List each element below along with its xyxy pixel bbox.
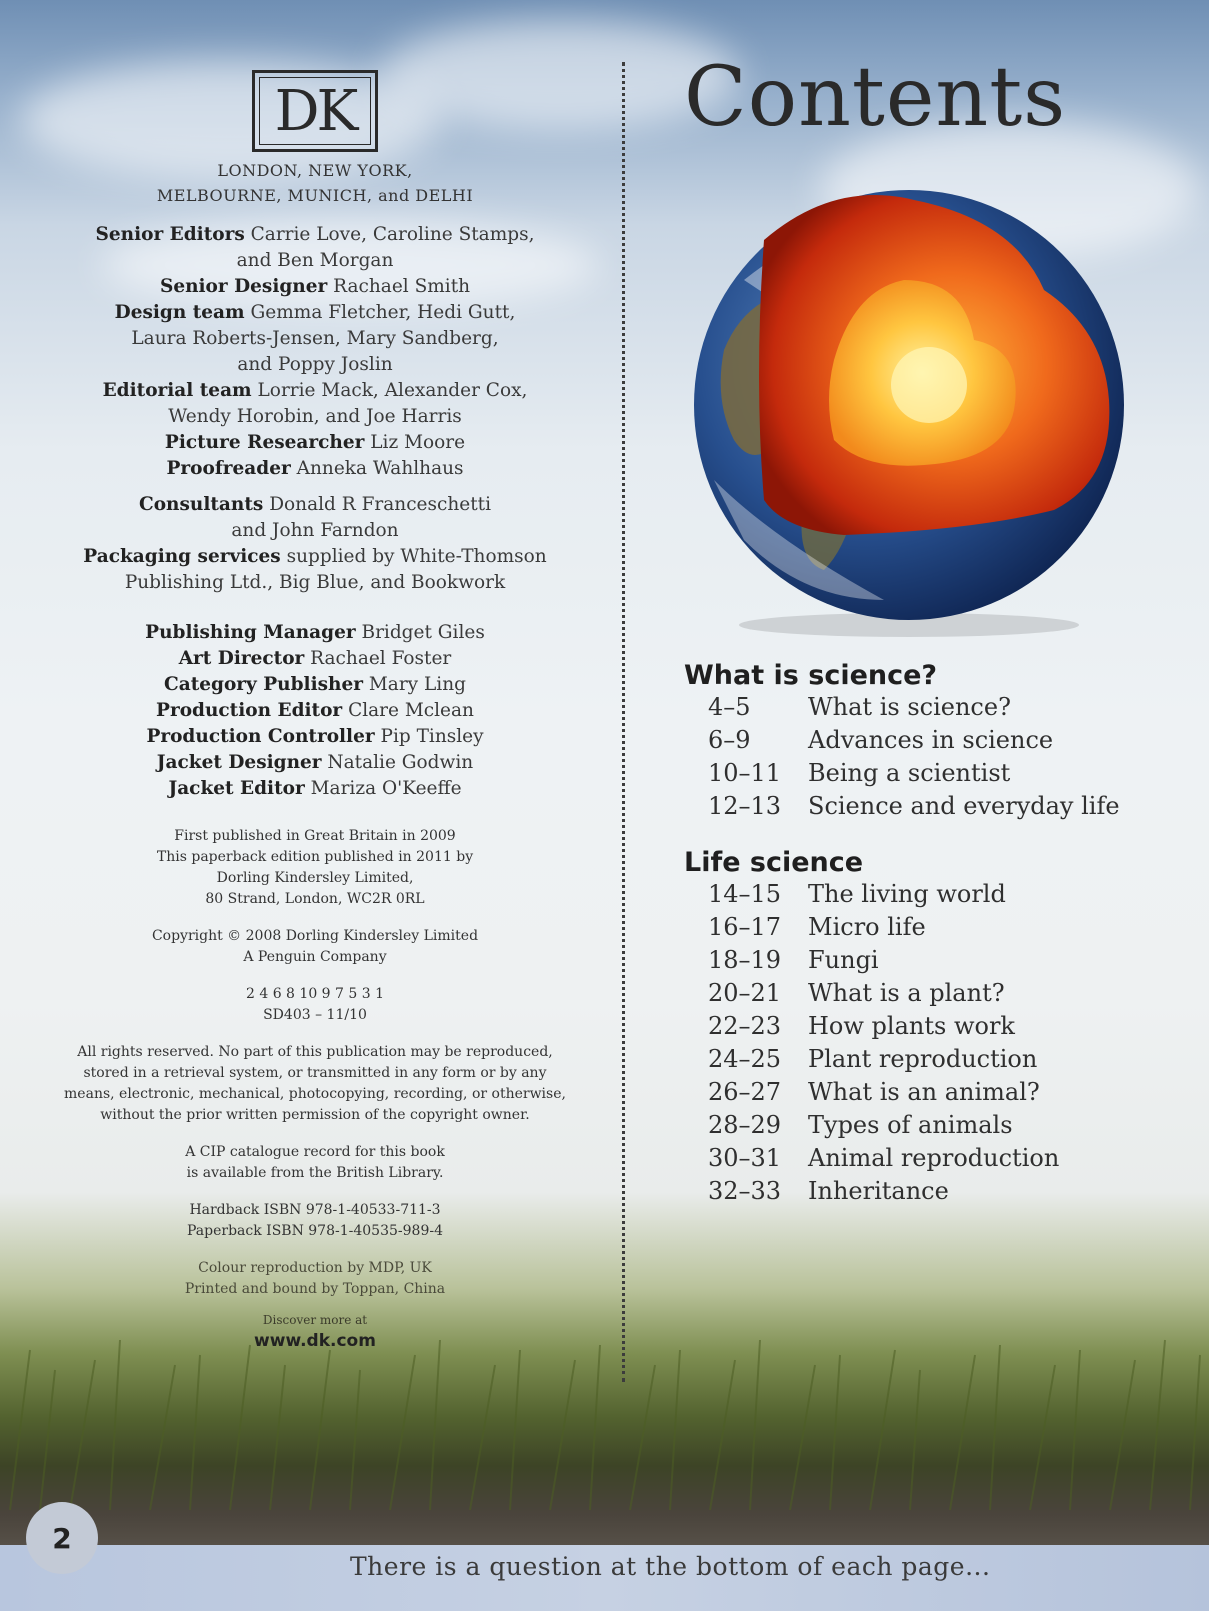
toc-title: Inheritance xyxy=(808,1177,949,1205)
credit-line: Proofreader Anneka Wahlhaus xyxy=(166,458,464,479)
toc-title: Being a scientist xyxy=(808,759,1011,787)
credit-line: Jacket Designer Natalie Godwin xyxy=(156,752,474,773)
credit-line: Design team Gemma Fletcher, Hedi Gutt, xyxy=(114,302,516,323)
info-line: A CIP catalogue record for this book xyxy=(185,1144,445,1160)
toc-section xyxy=(684,691,1164,823)
toc-title: Science and everyday life xyxy=(808,792,1120,820)
copyright-info xyxy=(40,926,590,968)
info-line: means, electronic, mechanical, photocopying, recording, or otherwise, xyxy=(64,1086,566,1102)
toc-title: What is a plant? xyxy=(808,979,1005,1007)
credit-line: and Ben Morgan xyxy=(236,250,394,271)
dotted-divider xyxy=(622,62,625,1382)
isbn-info xyxy=(40,1200,590,1242)
info-line: Hardback ISBN 978-1-40533-711-3 xyxy=(189,1202,441,1218)
credit-line: Laura Roberts-Jensen, Mary Sandberg, xyxy=(131,328,499,349)
toc-entry[interactable] xyxy=(684,790,1164,823)
credit-line: Jacket Editor Mariza O'Keeffe xyxy=(168,778,462,799)
credit-line: Senior Editors Carrie Love, Caroline Stamps, xyxy=(95,224,535,245)
toc-entry[interactable] xyxy=(684,1076,1164,1109)
info-line: All rights reserved. No part of this publication may be reproduced, xyxy=(77,1044,553,1060)
section-heading: What is science? xyxy=(684,660,938,691)
contents-column xyxy=(684,50,1164,145)
credit-line: Art Director Rachael Foster xyxy=(178,648,452,669)
info-line: is available from the British Library. xyxy=(186,1165,444,1181)
toc-entry[interactable] xyxy=(684,1142,1164,1175)
imprint-column xyxy=(40,70,590,1351)
toc-pages: 22–23 xyxy=(708,1012,782,1040)
toc-title: Animal reproduction xyxy=(808,1144,1060,1172)
toc-pages: 24–25 xyxy=(708,1045,782,1073)
managers-block xyxy=(40,620,590,802)
info-line: Colour reproduction by MDP, UK xyxy=(198,1260,432,1276)
toc-title: Types of animals xyxy=(808,1111,1013,1139)
grass-blades xyxy=(10,1340,1200,1510)
toc-pages: 20–21 xyxy=(708,979,782,1007)
toc-title: Micro life xyxy=(808,913,926,941)
printing-info xyxy=(40,984,590,1026)
toc-pages: 4–5 xyxy=(708,693,751,721)
publication-info xyxy=(40,826,590,910)
info-line: Printed and bound by Toppan, China xyxy=(184,1281,446,1297)
page-title: Contents xyxy=(684,50,1067,145)
credit-line: Wendy Horobin, and Joe Harris xyxy=(168,406,462,427)
consultants-block xyxy=(40,492,590,596)
credit-line: Senior Designer Rachael Smith xyxy=(159,276,471,297)
toc-title: The living world xyxy=(808,880,1006,908)
grass-illustration xyxy=(0,1270,1209,1520)
cities-line: MELBOURNE, MUNICH, and DELHI xyxy=(156,186,474,205)
info-line: SD403 – 11/10 xyxy=(263,1007,367,1023)
publisher-cities xyxy=(40,158,590,208)
section-heading: Life science xyxy=(684,847,864,878)
toc-pages: 32–33 xyxy=(708,1177,782,1205)
credit-line: Picture Researcher Liz Moore xyxy=(164,432,466,453)
inner-core xyxy=(891,347,967,423)
toc-pages: 30–31 xyxy=(708,1144,782,1172)
toc-pages: 12–13 xyxy=(708,792,782,820)
info-line: stored in a retrieval system, or transmitted in any form or by any xyxy=(83,1065,547,1081)
credit-line: Publishing Manager Bridget Giles xyxy=(145,622,485,643)
toc-title: What is science? xyxy=(808,693,1011,721)
info-line: Dorling Kindersley Limited, xyxy=(216,870,414,886)
dk-logo-text: DK xyxy=(259,77,371,145)
credit-line: Consultants Donald R Franceschetti xyxy=(138,494,492,515)
toc-entry[interactable] xyxy=(684,977,1164,1010)
credit-line: Category Publisher Mary Ling xyxy=(164,674,466,695)
info-line: A Penguin Company xyxy=(243,949,387,965)
credit-line: Production Controller Pip Tinsley xyxy=(146,726,484,747)
cip-info xyxy=(40,1142,590,1184)
info-line: without the prior written permission of the copyright owner. xyxy=(100,1107,530,1123)
earth-cutaway-illustration xyxy=(684,180,1134,640)
toc-entry[interactable] xyxy=(684,757,1164,790)
info-line: First published in Great Britain in 2009 xyxy=(174,828,456,844)
toc-title: What is an animal? xyxy=(808,1078,1040,1106)
toc-entry[interactable] xyxy=(684,1175,1164,1208)
toc-title: How plants work xyxy=(808,1012,1015,1040)
toc-pages: 28–29 xyxy=(708,1111,782,1139)
toc-title: Plant reproduction xyxy=(808,1045,1038,1073)
contents-list xyxy=(684,660,1164,1208)
toc-entry[interactable] xyxy=(684,724,1164,757)
toc-pages: 18–19 xyxy=(708,946,782,974)
toc-title: Fungi xyxy=(808,946,879,974)
page-number: 2 xyxy=(26,1502,98,1574)
discover-more: Discover more at xyxy=(262,1313,368,1327)
website-link[interactable]: www.dk.com xyxy=(254,1331,376,1351)
credit-line: Editorial team Lorrie Mack, Alexander Cox, xyxy=(102,380,528,401)
toc-pages: 26–27 xyxy=(708,1078,782,1106)
credit-line: Production Editor Clare Mclean xyxy=(156,700,474,721)
footer-question-text: There is a question at the bottom of each page... xyxy=(350,1552,991,1581)
info-line: 80 Strand, London, WC2R 0RL xyxy=(205,891,425,907)
toc-pages: 14–15 xyxy=(708,880,782,908)
toc-title: Advances in science xyxy=(808,726,1054,754)
toc-entry[interactable] xyxy=(684,691,1164,724)
info-line: This paperback edition published in 2011 by xyxy=(156,849,474,865)
toc-entry[interactable] xyxy=(684,911,1164,944)
info-line: 2 4 6 8 10 9 7 5 3 1 xyxy=(245,986,385,1002)
cities-line: LONDON, NEW YORK, xyxy=(217,161,413,180)
toc-entry[interactable] xyxy=(684,944,1164,977)
credit-line: and Poppy Joslin xyxy=(237,354,393,375)
info-line: Copyright © 2008 Dorling Kindersley Limited xyxy=(151,928,479,944)
toc-entry[interactable] xyxy=(684,1010,1164,1043)
toc-entry[interactable] xyxy=(684,1109,1164,1142)
toc-pages: 10–11 xyxy=(708,759,782,787)
credit-line: Packaging services supplied by White-Thomson xyxy=(83,546,547,567)
dk-logo xyxy=(252,70,378,152)
staff-credits xyxy=(40,222,590,802)
credit-line: Publishing Ltd., Big Blue, and Bookwork xyxy=(124,572,506,593)
toc-entry[interactable] xyxy=(684,878,1164,911)
toc-section xyxy=(684,878,1164,1208)
toc-entry[interactable] xyxy=(684,1043,1164,1076)
credit-line: and John Farndon xyxy=(231,520,399,541)
toc-pages: 16–17 xyxy=(708,913,782,941)
info-line: Paperback ISBN 978-1-40535-989-4 xyxy=(187,1223,443,1239)
rights-info xyxy=(40,1042,590,1126)
toc-pages: 6–9 xyxy=(708,726,751,754)
